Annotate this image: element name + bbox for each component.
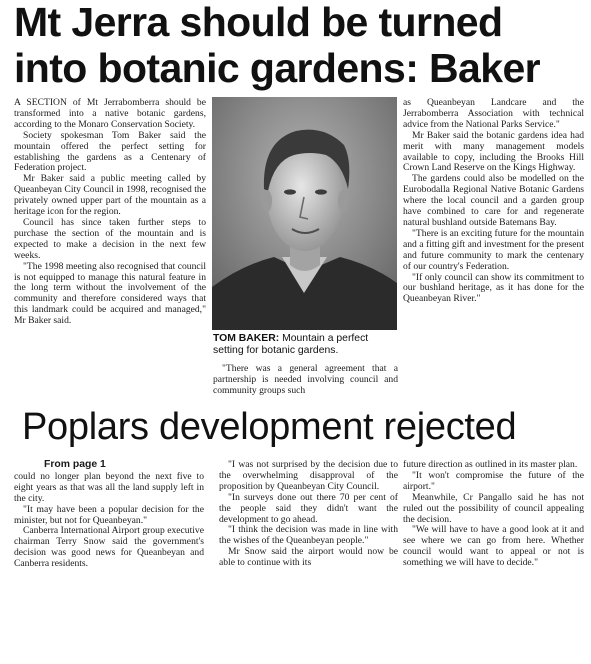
jump-label: From page 1 — [44, 459, 106, 470]
paragraph: The gardens could also be modelled on the Eurobodalla Regional Native Botanic Gardens where the local council and a garden group have combined to care for and regenerate natural bushland outside Batemans Bay. — [403, 173, 584, 228]
paragraph: Canberra International Airport group executive chairman Terry Snow said the government's decision was good news for Queanbeyan and Canberra residents. — [14, 525, 204, 570]
article1-column-3 — [403, 98, 584, 305]
headline-article-2: Poplars development rejected — [22, 406, 517, 448]
paragraph: "I think the decision was made in line with the wishes of the Queanbeyan people." — [219, 524, 398, 547]
paragraph: "In surveys done out there 70 per cent of the people said they didn't want the development to go ahead. — [219, 491, 398, 525]
article2-column-1 — [14, 460, 204, 570]
headline-line-1: Mt Jerra should be turned — [14, 0, 503, 45]
article1-column-1 — [14, 98, 206, 327]
caption-name: TOM BAKER: — [213, 333, 280, 344]
photo-caption — [213, 333, 398, 357]
paragraph: Meanwhile, Cr Pangallo said he has not ruled out the possibility of council appealing the decision. — [403, 491, 584, 525]
paragraph: "We will have to have a good look at it and see where we can go from here. Whether council would want to appeal or not is something we will have to decide." — [403, 524, 584, 569]
portrait-photo — [212, 97, 397, 330]
paragraph: "The 1998 meeting also recognised that council is not equipped to manage this natural feature in the long term without the involvement of the community and therefore considered ways that this landmark could be acquired and managed," Mr Baker said. — [14, 260, 206, 327]
paragraph: "If only council can show its commitment to our bushland heritage, as it has done for the Queanbeyan River." — [403, 271, 584, 305]
paragraph: future direction as outlined in its master plan. — [403, 459, 578, 470]
paragraph: Mr Baker said a public meeting called by Queanbeyan City Council in 1998, recognised the privately owned upper part of the mountain as a heritage icon for the region. — [14, 173, 206, 218]
paragraph: as Queanbeyan Landcare and the Jerrabomberra Association with technical advice from the National Parks Service." — [403, 97, 584, 130]
paragraph: "It may have been a popular decision for the minister, but not for Queanbeyan." — [14, 503, 204, 526]
paragraph: "I was not surprised by the decision due to the overwhelming disapproval of the proposition by Queanbeyan City Council. — [219, 459, 398, 492]
paragraph: Mr Snow said the airport would now be able to continue with its — [219, 546, 398, 569]
paragraph: "There was a general agreement that a partnership is needed involving council and community groups such — [213, 363, 398, 396]
paragraph: Mr Baker said the botanic gardens idea had merit with many management models available to copy, including the Brooks Hill Crown Land Reserve on the Kings Highway. — [403, 129, 584, 174]
caption-text: Mountain a perfect setting for botanic gardens. — [213, 333, 369, 356]
paragraph: Council has since taken further steps to purchase the section of the mountain and is expected to make a decision in the next few weeks. — [14, 216, 206, 261]
paragraph: "There is an exciting future for the mountain and a fitting gift and investment for the present and future community to mark the centenary of our country's Federation. — [403, 227, 584, 272]
article2-column-2 — [219, 460, 398, 569]
article2-column-3 — [403, 460, 584, 569]
paragraph: Society spokesman Tom Baker said the mountain offered the perfect setting for establishing the gardens as a Centenary of Federation project. — [14, 129, 206, 174]
paragraph: A SECTION of Mt Jerrabomberra should be transformed into a native botanic gardens, according to the Monaro Conservation Society. — [14, 97, 206, 130]
paragraph: "It won't compromise the future of the airport." — [403, 469, 584, 492]
paragraph: could no longer plan beyond the next five to eight years as that was all the land supply left in the city. — [14, 470, 204, 504]
headline-line-2: into botanic gardens: Baker — [14, 45, 541, 91]
article1-column-2 — [213, 364, 398, 397]
